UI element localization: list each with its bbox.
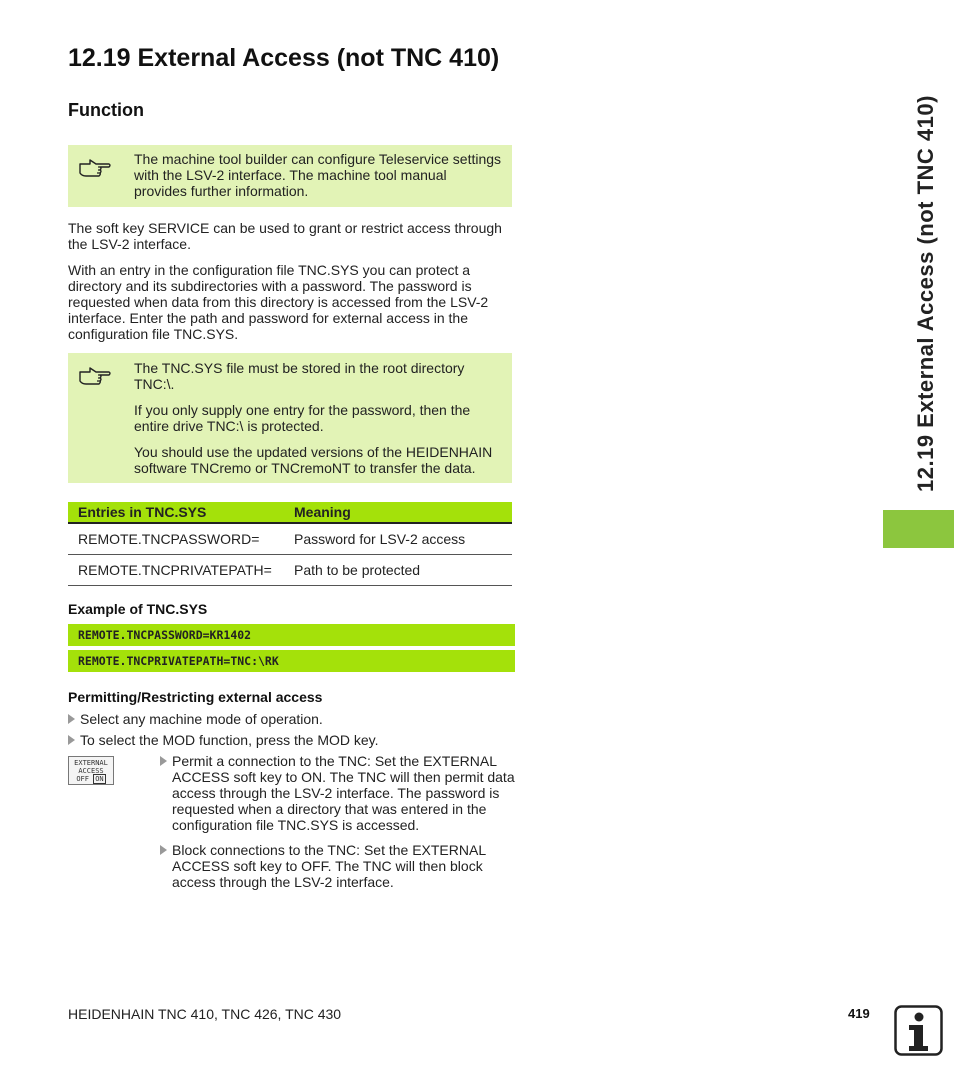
table-cell: REMOTE.TNCPRIVATEPATH= — [78, 562, 272, 578]
note-paragraph: The TNC.SYS file must be stored in the root directory TNC:\. — [134, 360, 465, 392]
sub-step-item — [160, 753, 515, 833]
external-access-softkey[interactable] — [68, 756, 114, 785]
paragraph: The soft key SERVICE can be used to grant or restrict access through the LSV-2 interface. — [68, 220, 502, 252]
permit-heading: Permitting/Restricting external access — [68, 689, 323, 705]
softkey-toggle — [69, 775, 113, 783]
softkey-label: EXTERNAL — [74, 759, 108, 767]
sub-step-text: Permit a connection to the TNC: Set the EXTERNAL ACCESS soft key to ON. The TNC will then permit data access through the LSV-2 interface. The password is requested when a directory that was entered in the configuration file TNC.SYS is accessed. — [172, 753, 515, 833]
note-text: The machine tool builder can configure Teleservice settings with the LSV-2 interface. The machine tool manual provides further information. — [134, 151, 502, 199]
softkey-off-label: OFF — [76, 775, 89, 783]
arrow-right-icon — [68, 714, 75, 724]
table-row — [68, 555, 512, 586]
info-icon — [894, 1005, 943, 1056]
side-title-text: 12.19 External Access (not TNC 410) — [913, 95, 938, 492]
table-row — [68, 524, 512, 555]
chapter-tab — [883, 510, 954, 548]
note-text — [134, 360, 502, 486]
section-heading: Function — [68, 100, 144, 120]
arrow-right-icon — [160, 756, 167, 766]
code-line: REMOTE.TNCPRIVATEPATH=TNC:\RK — [68, 650, 515, 672]
step-text: To select the MOD function, press the MOD key. — [80, 732, 379, 748]
table-header — [68, 502, 512, 524]
softkey-label: ACCESS — [78, 767, 104, 775]
table-cell: Path to be protected — [294, 562, 421, 578]
footer-text: HEIDENHAIN TNC 410, TNC 426, TNC 430 — [68, 1006, 342, 1022]
step-item — [68, 711, 323, 727]
arrow-right-icon — [160, 845, 167, 855]
sub-step-text: Block connections to the TNC: Set the EXTERNAL ACCESS soft key to OFF. The TNC will then block access through the LSV-2 interface. — [172, 842, 486, 890]
entries-table — [68, 502, 512, 586]
arrow-right-icon — [68, 735, 75, 745]
page-number: 419 — [848, 1006, 870, 1021]
table-cell: Password for LSV-2 access — [294, 531, 466, 547]
page-title: 12.19 External Access (not TNC 410) — [68, 44, 500, 72]
paragraph: With an entry in the configuration file TNC.SYS you can protect a directory and its subdirectories with a password. The password is requested when data from this directory is accessed from the LSV-2 interface. Enter the path and password for external access in the configuration file TNC.SYS. — [68, 262, 489, 342]
side-chapter-title — [893, 62, 953, 492]
example-heading: Example of TNC.SYS — [68, 601, 208, 617]
step-text: Select any machine mode of operation. — [80, 711, 323, 727]
column-header: Entries in TNC.SYS — [78, 504, 207, 520]
pointing-hand-icon — [78, 363, 112, 387]
softkey-on-label: ON — [95, 775, 104, 783]
table-cell: REMOTE.TNCPASSWORD= — [78, 531, 260, 547]
column-header: Meaning — [294, 504, 351, 520]
sub-step-item — [160, 842, 515, 890]
step-item — [68, 732, 379, 748]
note-paragraph: If you only supply one entry for the password, then the entire drive TNC:\ is protected. — [134, 402, 471, 434]
code-line: REMOTE.TNCPASSWORD=KR1402 — [68, 624, 515, 646]
pointing-hand-icon — [78, 155, 112, 179]
note-box — [68, 145, 512, 207]
note-box — [68, 353, 512, 483]
note-paragraph: You should use the updated versions of the HEIDENHAIN software TNCremo or TNCremoNT to transfer the data. — [134, 444, 493, 476]
